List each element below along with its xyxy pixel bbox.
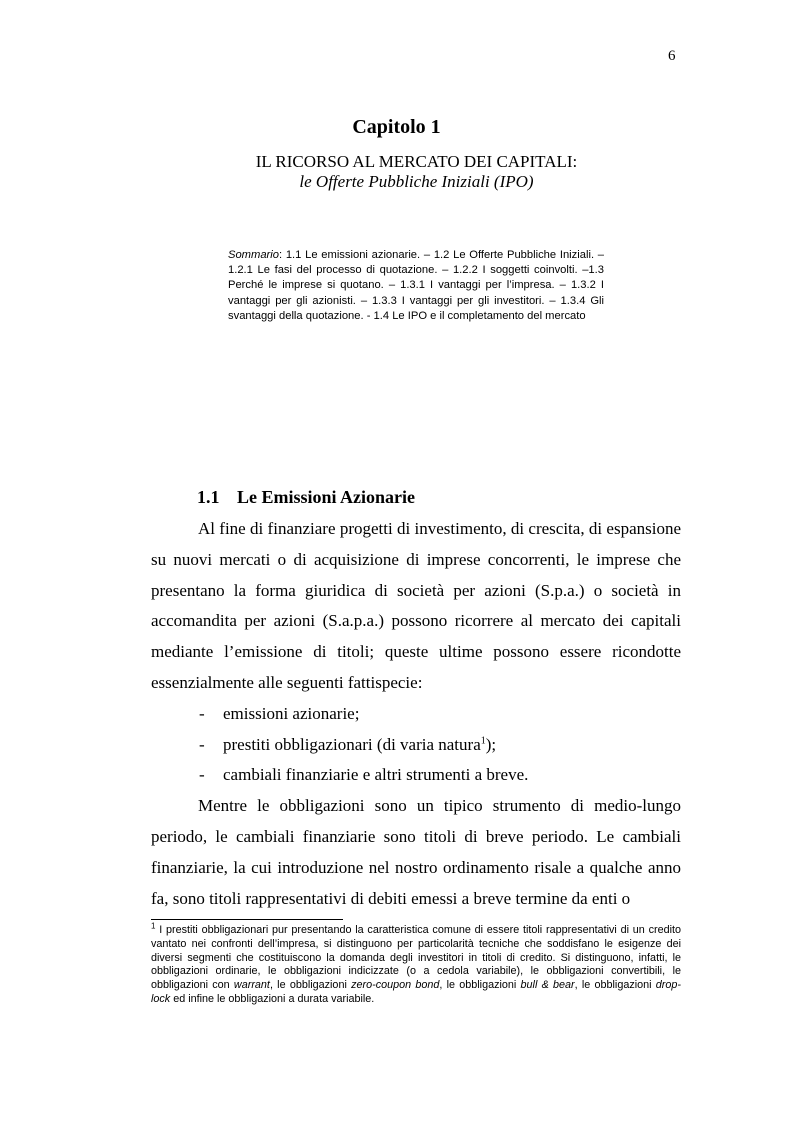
list-item — [151, 699, 681, 730]
footnote-text: , le obbligazioni — [439, 979, 521, 992]
footnote-text: , le obbligazioni — [574, 979, 656, 992]
section-number: 1.1 — [197, 487, 220, 507]
instrument-list — [151, 699, 681, 791]
section-title: Le Emissioni Azionarie — [237, 487, 416, 507]
page-number: 6 — [668, 48, 676, 64]
paragraph: Mentre le obbligazioni sono un tipico strumento di medio-lungo periodo, le cambiali finanziarie sono titoli di breve periodo. Le cambiali finanziarie, la cui introduzione nel nostro ordinamento risale a qualche anno fa, sono titoli rappresentativi di debiti emessi a breve termine da enti o — [151, 796, 681, 908]
list-item — [151, 730, 681, 761]
footnote-rule — [151, 919, 343, 920]
footnote-marker: 1 — [151, 921, 156, 931]
footnote — [151, 921, 682, 1007]
list-item-text: emissioni azionarie; — [223, 703, 360, 723]
chapter-subtitle-line2: le Offerte Pubbliche Iniziali (IPO) — [299, 172, 534, 191]
list-dash: - — [199, 734, 205, 754]
list-dash: - — [199, 765, 205, 785]
footnote-text: , le obbligazioni — [269, 979, 352, 992]
chapter-subtitle — [0, 152, 793, 192]
list-item-text: cambiali finanziarie e altri strumenti a breve. — [223, 765, 529, 785]
footnote-text: I prestiti obbligazionari pur presentando la caratteristica comune di essere titoli rappresentativi di un credito vantato nei confronti dell’impresa, si distinguono per particolarità tecniche che soddisfano le esigenze dei diversi segmenti che costituiscono la domanda degli investitori in titoli di credito. Si distinguono, infatti, le obbligazioni ordinarie, le obbligazioni indicizzate (o a cedola variabile), le obbligazioni convertibili, le obbligazioni con — [151, 924, 681, 992]
body-text — [151, 514, 681, 914]
footnote-term: warrant — [233, 979, 270, 992]
list-item-text: prestiti obbligazionari (di varia natura — [223, 734, 481, 754]
chapter-summary — [228, 248, 604, 324]
footnote-reference[interactable]: 1 — [480, 734, 486, 746]
chapter-title: Capitolo 1 — [352, 116, 441, 138]
list-dash: - — [199, 703, 205, 723]
paragraph: Al fine di finanziare progetti di investimento, di crescita, di espansione su nuovi mercati o di acquisizione di imprese concorrenti, le imprese che presentano la forma giuridica di società per azioni (S.p.a.) o società in accomandita per azioni (S.a.p.a.) possono ricorrere al mercato dei capitali mediante l’emissione di titoli; queste ultime possono essere ricondotte essenzialmente alle seguenti fattispecie: — [151, 519, 681, 692]
footnote-term: bull & bear — [520, 979, 575, 992]
list-item-text-end: ); — [485, 734, 497, 754]
footnote-term: drop-lock — [151, 979, 682, 1005]
footnote-term: zero-coupon bond — [351, 979, 440, 992]
chapter-subtitle-line1: IL RICORSO AL MERCATO DEI CAPITALI: — [255, 152, 578, 171]
footnote-text: ed infine le obbligazioni a durata variabile. — [170, 992, 375, 1005]
section-heading — [197, 487, 415, 508]
list-item — [151, 760, 681, 791]
summary-text: : 1.1 Le emissioni azionarie. – 1.2 Le Offerte Pubbliche Iniziali. –1.2.1 Le fasi del processo di quotazione. – 1.2.2 I soggetti coinvolti. –1.3 Perché le imprese si quotano. – 1.3.1 I vantaggi per l’impresa. – 1.3.2 I vantaggi per gli azionisti. – 1.3.3 I vantaggi per gli investitori. – 1.3.4 Gli svantaggi della quotazione. - 1.4 Le IPO e il completamento del mercato — [228, 249, 604, 322]
summary-label: Sommario — [228, 249, 279, 261]
